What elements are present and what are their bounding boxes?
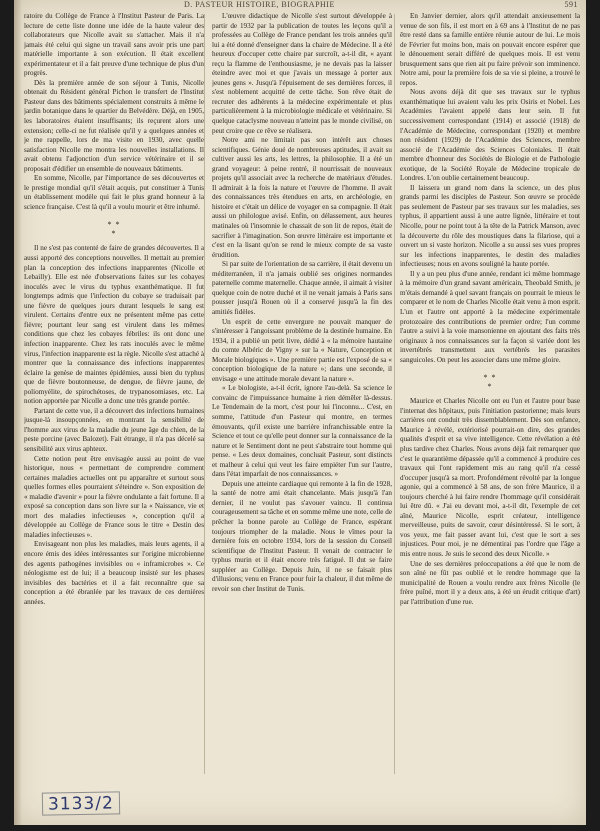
archive-stamp: 3133/2 [42, 791, 120, 815]
column-2 [212, 12, 392, 782]
paragraph: Il laissera un grand nom dans la science, un des plus grands parmi les disciples de Pasteur. Son œuvre se procède pas seulement de Pasteur par ses travaux sur les maladies, ses typhus, il appartient aussi à une autre lignée, littéraire et tout Nicolle, pour ne point tout à la tête de la Patrick Manson, avec la découverte du rôle des moustiques dans la filariose, qui a ouvert un si vaste horizon. Nicolle a su aussi ses vues propres sur les infections inapparentes, le destin des maladies infectieuses; nous en avons souligné la haute portée. [400, 183, 580, 269]
running-head: D. PASTEUR HISTOIRE, BIOGRAPHIE [184, 0, 335, 9]
paragraph: Il y a un peu plus d'une année, rendant ici même hommage à la mémoire d'un grand savant américain, Theobald Smith, je m'étais demandé à quel savant français on pourrait le mieux le comparer et le nom de Charles Nicolle était venu à mon esprit. L'un et l'autre ont apporté à la médecine expérimentale protozoaire des contributions de premier ordre; l'un comme l'autre a suivi à la voie mansonienne en ajoutant des faits très originaux à nos connaissances sur la façon si variée dont les invertébrés transmettent aux vertébrés les parasites sanguicoles. On peut les associer dans une même gloire. [400, 269, 580, 364]
paragraph: Il ne s'est pas contenté de faire de grandes découvertes. Il a aussi apporté des conceptions nouvelles. Il mettait au premier plan la conception des infections inapparentes (Nicolle et Lebailly). Elle est née d'observations faites sur les cobayes inoculés avec le virus du typhus exanthématique. Il fut longtemps admis que l'infection du cobaye se traduisait par une fièvre de quelques jours durant lesquels le sang est virulent. Certains d'entre eux ne présentent même pas cette fièvre; pourtant leur sang est virulent dans les mêmes conditions que chez les cobayes fébriles: ils ont donc une infection inapparente. Chez les rats inoculés avec le même virus, l'infection inapparente est la règle. Nicolle s'est attaché à montrer que la connaissance des infections inapparentes éclaire la genèse de maintes épidémies, aussi bien du typhus que de fièvre boutonneuse, de dengue, de fièvre jaune, de poliomyélite, de spirochétoses, de trypanosomiases, etc. La notion apportée par Nicolle a donc une très grande portée. [24, 244, 204, 406]
paragraph: Depuis une atteinte cardiaque qui remonte à la fin de 1928, la santé de notre ami était chancelante. Mais jusqu'à l'an dernier, il ne voulut pas s'avouer vaincu. Il continua courageusement sa tâche et en somme même une note, celle de prêcher la bonne parole au Collège de France, espérant toujours triompher de la maladie. Nous le vîmes pour la dernière fois en octobre 1934, lors de la session du Conseil scientifique de l'Institut Pasteur. Il venait de contracter le typhus murin et il était encore très fatigué. Il dut se faire suppléer au Collège. Depuis Juin, il ne se faisait plus d'illusions; venu en France pour fuir la chaleur, il dut même de revoir son cher Institut de Tunis. [212, 479, 392, 593]
paragraph: En somme, Nicolle, par l'importance de ses découvertes et le prestige mondial qu'il s'était acquis, put constituer à Tunis un établissement modèle qui fait le plus grand honneur à la science française. C'est là qu'il a voulu mourir et être inhumé. [24, 174, 204, 211]
section-divider-stars: * * * [483, 373, 497, 392]
column-1 [24, 12, 204, 782]
article-columns [24, 12, 580, 782]
paragraph: Maurice et Charles Nicolle ont eu l'un et l'autre pour base l'internat des hôpitaux, puis l'initiation pastorienne; mais leurs carrières ont conduit très dissemblablement. Dès son enfance, Maurice à révélé, extériorisé pourrait-on dire, des grandes qualités d'esprit et sa vive intelligence. Cette révélation a été plus tardive chez Charles. Nous avons déjà fait remarquer que c'est le quarantième dépassée qu'il a commencé à produire ces travaux qui l'ont rapidement mis au rang qu'il n'a cessé d'occuper jusqu'à sa mort. Profondément révolté par la longue agonie, qui a commencé à 58 ans, de son frère Maurice, il a toujours cherché à lui faire rendre l'hommage qu'il considérait lui être dû. « J'ai eu devant moi, a-t-il dit, l'exemple de cet aîné, Maurice Nicolle, esprit créateur, intelligence merveilleuse, puits de savoir, cœur désintéressé. Si le sort, à vos yeux, me fait passer avant lui, c'est que le sort a ses injustices. Pour moi, je ne démentirai pas l'ordre que l'âge a mis entre nous. Je suis le second des deux Nicolle. » [400, 397, 580, 558]
newspaper-clipping [14, 0, 586, 825]
paragraph: ratoire du Collège de France à l'Institut Pasteur de Paris. La lecture de cette liste donne une idée de la haute valeur des collaborateurs que Nicolle avait su s'attacher. Mais il n'a jamais été celui qui signe un travail sans avoir pris une part matérielle importante à son exécution. Il était excellent expérimentateur et il a fait preuve d'une technique de plus d'un progrès. [24, 12, 204, 78]
column-3 [400, 12, 580, 782]
page-number: 591 [564, 0, 578, 9]
paragraph: Nous avons déjà dit que ses travaux sur le typhus exanthématique lui avaient valu les prix Osiris et Nobel. Les Académies l'avaient appelé dans leur sein. Il fut successivement correspondant (1914) et associé (1918) de l'Académie de Médecine, correspondant (1920) et membre non résident (1929) de l'Académie des Sciences, membre associé de l'Académie des Sciences Coloniales. Il était membre d'honneur des Sociétés de Biologie et de Pathologie exotique, de la Société Royale de Médecine tropicale de Londres. L'on oublie certainement beaucoup. [400, 88, 580, 183]
paragraph: L'œuvre didactique de Nicolle s'est surtout développée à partir de 1932 par la publication de toutes les leçons qu'il a professées au Collège de France pendant les trois années qu'il lui a été donné d'enseigner dans la chaire de Médecine. Il a été heureux d'occuper cette chaire par surcroît, a-t-il dit, « ayant reçu la flamme de l'enthousiasme, je ne devais pas la laisser éteindre avec moi et que j'avais un message à porter aux jeunes gens ». Jusqu'à l'épuisement de ses dernières forces, il s'est noblement acquitté de cette tâche. Son rêve était de recruter des adhérents à la médecine expérimentale et plus particulièrement à la microbiologie médicale et vétérinaire. Si quelque cataclysme nouveau n'atteint pas le monde civilisé, on peut croire que ce rêve se réalisera. [212, 12, 392, 135]
column-rule [394, 14, 395, 774]
paragraph: Cette notion peut être envisagée aussi au point de vue historique, nous « permettant de comprendre comment certaines maladies actuelles ont pu apparaître et surtout sous quelles formes elles pourraient s'éteindre ». Son exposition de « maladie d'avenir » pour la fièvre ondulante a fait fortune. Il a exposé sa conception dans son livre sur la « Naissance, vie et mort des maladies infectieuses », conception qu'il a développée au Collège de France sous le titre « Destin des maladies infectieuses ». [24, 454, 204, 539]
page-fold-shadow [14, 0, 22, 825]
paragraph: Notre ami ne limitait pas son intérêt aux choses scientifiques. Génie doué de nombreuses aptitudes, il avait su cultiver aussi les arts, les lettres, la philosophie. Il a été un grand voyageur: à peine rentré, il nourrissait de nouveaux projets qu'il associait avec la recherche de matériaux d'études. Il admirait à la fois la nature et l'œuvre de l'homme. Il avait des connaissances très étendues en arts, en archéologie, en histoire et c'était un délice de voyager en sa compagnie. Il était aussi un philologue avisé. Enfin, on délassement, aux heures matinales où l'insomnie le chassait de son lit de repos, était de sacrifier à l'imagination. Son œuvre littéraire est importante et c'est en la lisant qu'on se rend le mieux compte de sa vaste érudition. [212, 136, 392, 259]
section-divider-stars: * * * [107, 220, 121, 239]
paragraph: « Le biologiste, a-t-il écrit, ignore l'au-delà. Sa science le convainc de l'impuissance humaine à rien démêler là-dessus. Le Tendemain de la mort, c'est pour lui l'inconnu... C'est, en somme, l'attitude d'un Pasteur qui montre, en termes émouvants, qu'il existe une barrière infranchissable entre la Science et tout ce qu'elle peut donner sur la connaissance de la nature et le Sentiment dont ne peut s'abstraire tout homme qui pense. « Les deux domaines, concluait Pasteur, sont distincts et malheur à celui qui veut les faire empiéter l'un sur l'autre, dans l'état imparfait de nos connaissances. » [212, 384, 392, 479]
paragraph: Partant de cette vue, il a découvert des infections humaines jusque-là insoupçonnées, en montrant la sensibilité de l'homme aux virus de la maladie du jeune âge du chien, de la peste porcine (avec Balozet). Fait étrange, il n'a pas décelé sa sensibilité aux virus aphteux. [24, 406, 204, 453]
paragraph: Envisageant non plus les maladies, mais leurs agents, il a encore émis des idées intéressantes sur l'origine microbienne des agents pathogènes invisibles ou « inframicrobes ». Ce néologisme est de lui; il a beaucoup insisté sur les phases invisibles des bactéries et il a fait reconnaître que sa conception a été ébranlée par les travaux de ces dernières années. [24, 540, 204, 606]
column-rule [204, 14, 205, 774]
page-header [24, 0, 578, 12]
paragraph: Dès la première année de son séjour à Tunis, Nicolle obtenait du Résident général Pichon le transfert de l'Institut Pasteur dans des bâtiments spécialement construits à même le jardin botanique dans le quartier du Belvédère. Déjà, en 1905, les laboratoires étaient insuffisants; ils reçurent alors une extension; celle-ci ne fut réalisée qu'il y a quelques années et je me rappelle, lors de ma visite en 1930, avec quelle satisfaction Nicolle me montra les nouvelles installations. Il avait obtenu l'adjonction d'un service vétérinaire et il se proposait d'édifier un ensemble de nouveaux bâtiments. [24, 78, 204, 173]
paragraph: Si par suite de l'orientation de sa carrière, il était devenu un méditerranéen, il n'a jamais oublié ses origines normandes paternelle comme maternelle. Chaque année, il aimait à visiter quelque coin de notre duché et il ne venait jamais à Paris sans pousser jusqu'à Rouen où il a conservé jusqu'à la fin des amitiés fidèles. [212, 260, 392, 316]
paragraph: En Janvier dernier, alors qu'il attendait anxieusement la venue de son fils, il est mort en à 69 ans à l'Institut de ne pas être resté dans sa famille entière réunie autour de lui. Le mois de Février fut moins bon, mais on pouvait encore espérer que le dénouement serait différé de quelques mois. Il est venu brusquement sans que rien ait pu faire prévoir son imminence. Notre ami, pour la première fois de sa vie si pleine, a trouvé le repos. [400, 12, 580, 87]
paragraph: Une de ses dernières préoccupations a été que le nom de son aîné ne fût pas oublié et le rendre hommage que la municipalité de Rouen a voulu rendre aux frères Nicolle (le frère puîné, mort il y a deux ans, à été un érudit critique d'art) par l'attribution d'une rue. [400, 559, 580, 606]
paragraph: Un esprit de cette envergure ne pouvait manquer de s'intéresser à l'angoissant problème de la destinée humaine. En 1934, il a publié un petit livre, dédié à « la mémoire hautaine du comte Albéric de Vigny » sur la « Nature, Conception et Morale biologiques ». Une première partie est l'exposé de sa « conception biologique de la nature »; dans une seconde, il envisage « une attitude morale devant la nature ». [212, 317, 392, 383]
